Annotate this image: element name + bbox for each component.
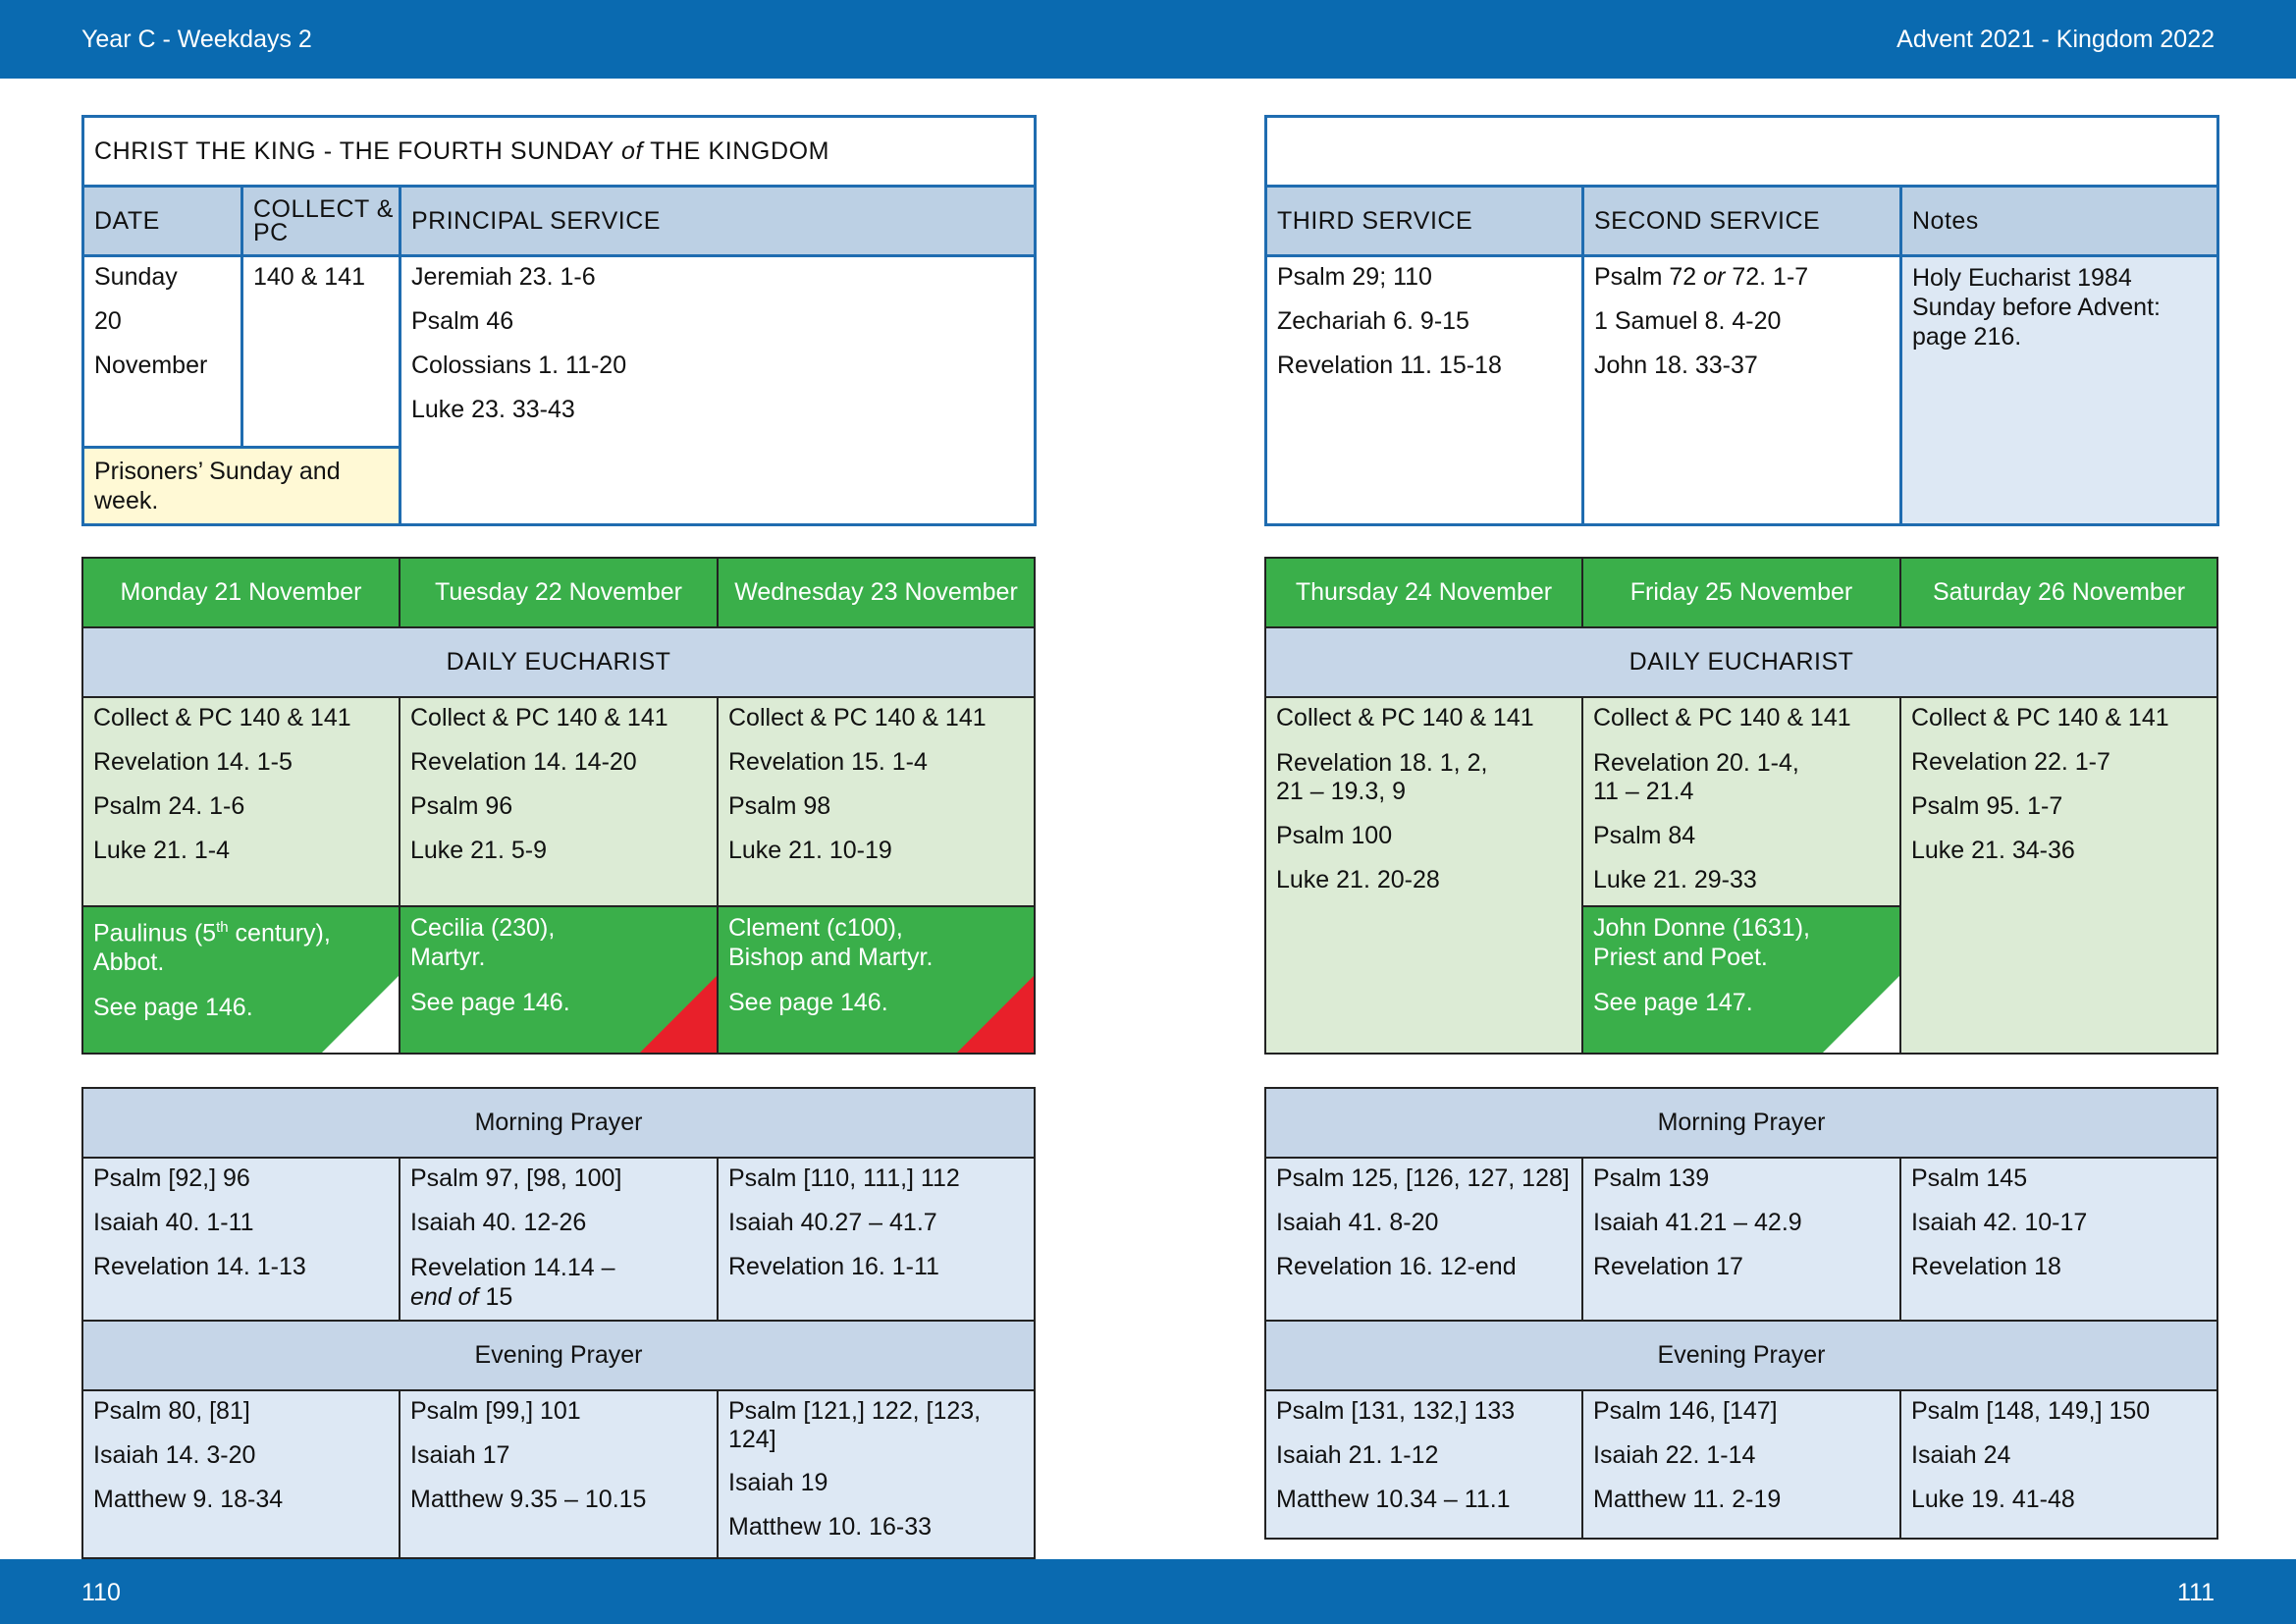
header-left-title: Year C - Weekdays 2 (81, 26, 312, 53)
empty-title-cell (1266, 117, 2218, 187)
eucharist-cell-friday (1582, 697, 1900, 906)
collect-line: Collect & PC 140 & 141 (1911, 704, 2169, 731)
ep-line: Isaiah 22. 1-14 (1593, 1441, 1756, 1469)
saint-title: Martyr. (410, 944, 486, 971)
eucharist-cell-wednesday (718, 697, 1035, 906)
mp-line: Isaiah 40.27 – 41.7 (728, 1209, 937, 1236)
color-corner-white (1823, 976, 1899, 1053)
reading-line: Psalm 24. 1-6 (93, 792, 245, 820)
date-number: 20 (94, 307, 122, 335)
weekday-eucharist-right (1264, 557, 2218, 1055)
evening-prayer-label: Evening Prayer (82, 1321, 1035, 1390)
morning-cell-tuesday (400, 1158, 718, 1321)
see-page-link: See page 146. (93, 994, 253, 1022)
sunday-title-of: of (620, 136, 644, 165)
daily-eucharist-label: DAILY EUCHARIST (1265, 627, 2217, 697)
mp-end-of: end of (410, 1283, 479, 1311)
header-bar (0, 0, 2296, 79)
reading-line: Luke 21. 5-9 (410, 837, 547, 864)
mp-line: Isaiah 40. 1-11 (93, 1209, 254, 1236)
mp-end-chapter: 15 (478, 1283, 513, 1311)
collect-line: Collect & PC 140 & 141 (1593, 704, 1851, 731)
office-table-left (81, 1087, 1036, 1559)
sunday-title-part: THE KINGDOM (643, 136, 830, 165)
ep-line: Isaiah 14. 3-20 (93, 1441, 256, 1469)
saint-name: John Donne (1631), (1593, 914, 1810, 942)
collect-line: Collect & PC 140 & 141 (410, 704, 668, 731)
principal-reading: Luke 23. 33-43 (411, 396, 575, 423)
mp-line: Psalm 97, [98, 100] (410, 1164, 622, 1192)
header-right-title: Advent 2021 - Kingdom 2022 (1896, 26, 2215, 53)
reading-line: Luke 21. 1-4 (93, 837, 230, 864)
third-service-header: THIRD SERVICE (1266, 187, 1583, 256)
morning-cell-wednesday (718, 1158, 1035, 1321)
date-cell (83, 256, 242, 448)
evening-cell-wednesday (718, 1390, 1035, 1558)
third-reading: Zechariah 6. 9-15 (1277, 307, 1469, 335)
page-number-right: 111 (2176, 1579, 2215, 1606)
collect-value: 140 & 141 (253, 263, 365, 291)
saint-name (93, 913, 389, 947)
saint-name-sup: th (216, 919, 229, 936)
day-header-wednesday: Wednesday 23 November (718, 558, 1035, 627)
sunday-table-right (1264, 115, 2219, 526)
sunday-title-part: CHRIST THE KING - THE FOURTH SUNDAY (94, 136, 621, 165)
saint-name-part: century), (228, 919, 331, 947)
evening-cell-saturday (1900, 1390, 2217, 1539)
day-header-friday: Friday 25 November (1582, 558, 1900, 627)
ep-line: Isaiah 19 (728, 1469, 828, 1496)
saint-cell-wednesday (718, 906, 1035, 1054)
ep-line: Matthew 10. 16-33 (728, 1513, 933, 1541)
ep-line: Luke 19. 41-48 (1911, 1486, 2075, 1513)
eucharist-cell-saturday (1900, 697, 2217, 1054)
evening-prayer-label: Evening Prayer (1265, 1321, 2217, 1390)
reading-line: Psalm 95. 1-7 (1911, 792, 2063, 820)
third-reading: Revelation 11. 15-18 (1277, 352, 1502, 379)
date-header: DATE (83, 187, 242, 256)
saint-cell-tuesday (400, 906, 718, 1054)
color-corner-red (640, 976, 717, 1053)
saint-title: Priest and Poet. (1593, 944, 1768, 971)
collect-cell (242, 256, 400, 448)
reading-line: Revelation 14. 1-5 (93, 748, 293, 776)
saint-cell-friday (1582, 906, 1900, 1054)
second-psalm-alt: 72. 1-7 (1725, 263, 1809, 291)
ep-line: Isaiah 21. 1-12 (1276, 1441, 1439, 1469)
eucharist-cell-monday (82, 697, 400, 906)
ep-line: Psalm 80, [81] (93, 1397, 250, 1425)
saint-title: Abbot. (93, 948, 165, 977)
see-page-link: See page 146. (728, 989, 888, 1016)
daily-eucharist-label: DAILY EUCHARIST (82, 627, 1035, 697)
reading-line: Luke 21. 29-33 (1593, 866, 1757, 893)
day-header-tuesday: Tuesday 22 November (400, 558, 718, 627)
reading-line: Luke 21. 34-36 (1911, 837, 2075, 864)
ep-line: Psalm [131, 132,] 133 (1276, 1397, 1516, 1425)
reading-line: 21 – 19.3, 9 (1276, 778, 1407, 805)
notes-cell: Holy Eucharist 1984 Sunday before Advent: page 216. (1901, 256, 2218, 525)
mp-line: Revelation 14.14 – (410, 1254, 615, 1281)
reading-line: Psalm 100 (1276, 822, 1393, 849)
eucharist-cell-tuesday (400, 697, 718, 906)
mp-line: Isaiah 40. 12-26 (410, 1209, 587, 1236)
ep-line: Matthew 9.35 – 10.15 (410, 1486, 647, 1513)
mp-line: Revelation 16. 1-11 (728, 1253, 939, 1280)
collect-header: COLLECT & PC (242, 187, 400, 256)
ep-line: Matthew 9. 18-34 (93, 1486, 284, 1513)
mp-line: Isaiah 41.21 – 42.9 (1593, 1209, 1802, 1236)
day-header-saturday: Saturday 26 November (1900, 558, 2217, 627)
reading-line: Revelation 18. 1, 2, (1276, 749, 1488, 777)
mp-line: Isaiah 42. 10-17 (1911, 1209, 2088, 1236)
reading-line: Luke 21. 20-28 (1276, 866, 1440, 893)
see-page-link: See page 146. (410, 989, 570, 1016)
sunday-table-left (81, 115, 1037, 526)
date-day: Sunday (94, 263, 178, 291)
prisoners-sunday-note: Prisoners’ Sunday and week. (83, 448, 400, 525)
evening-cell-thursday (1265, 1390, 1582, 1539)
mp-line: Isaiah 41. 8-20 (1276, 1209, 1439, 1236)
mp-line: Psalm 125, [126, 127, 128] (1276, 1164, 1570, 1192)
third-reading: Psalm 29; 110 (1277, 263, 1432, 291)
ep-line: Psalm 146, [147] (1593, 1397, 1778, 1425)
date-month: November (94, 352, 208, 379)
second-service-header: SECOND SERVICE (1583, 187, 1901, 256)
reading-line: Psalm 98 (728, 792, 831, 820)
morning-cell-friday (1582, 1158, 1900, 1321)
color-corner-white (322, 976, 399, 1053)
mp-line: Revelation 14. 1-13 (93, 1253, 306, 1280)
reading-line: Psalm 84 (1593, 822, 1696, 849)
principal-service-header: PRINCIPAL SERVICE (400, 187, 1036, 256)
second-reading (1594, 263, 1890, 293)
mp-line: Revelation 16. 12-end (1276, 1253, 1517, 1280)
office-table-right (1264, 1087, 2218, 1540)
principal-reading: Jeremiah 23. 1-6 (411, 263, 596, 291)
ep-line: Psalm [121,] 122, [123, 124] (728, 1397, 982, 1453)
principal-reading: Psalm 46 (411, 307, 514, 335)
morning-cell-saturday (1900, 1158, 2217, 1321)
ep-line: Isaiah 24 (1911, 1441, 2011, 1469)
third-service-cell (1266, 256, 1583, 525)
evening-cell-friday (1582, 1390, 1900, 1539)
second-reading: John 18. 33-37 (1594, 352, 1758, 379)
morning-prayer-label: Morning Prayer (1265, 1088, 2217, 1158)
mp-line: Psalm [92,] 96 (93, 1164, 250, 1192)
saint-name-part: Paulinus (5 (93, 919, 217, 947)
collect-line: Collect & PC 140 & 141 (1276, 704, 1534, 731)
reading-line: Luke 21. 10-19 (728, 837, 892, 864)
morning-cell-thursday (1265, 1158, 1582, 1321)
ep-line: Matthew 11. 2-19 (1593, 1486, 1782, 1513)
page-number-left: 110 (81, 1579, 121, 1606)
reading-line: 11 – 21.4 (1593, 778, 1694, 805)
collect-line: Collect & PC 140 & 141 (728, 704, 987, 731)
saint-name: Clement (c100), (728, 914, 903, 942)
collect-line: Collect & PC 140 & 141 (93, 704, 351, 731)
mp-line: Psalm 145 (1911, 1164, 2028, 1192)
see-page-link: See page 147. (1593, 989, 1753, 1016)
saint-name: Cecilia (230), (410, 914, 556, 942)
second-psalm: Psalm 72 (1594, 263, 1704, 291)
ep-line: Isaiah 17 (410, 1441, 510, 1469)
mp-line: Revelation 18 (1911, 1253, 2061, 1280)
color-corner-red (957, 976, 1034, 1053)
reading-line: Revelation 22. 1-7 (1911, 748, 2110, 776)
saint-cell-monday (82, 906, 400, 1054)
saint-title: Bishop and Martyr. (728, 944, 934, 971)
ep-line: Matthew 10.34 – 11.1 (1276, 1486, 1511, 1513)
evening-cell-monday (82, 1390, 400, 1558)
evening-cell-tuesday (400, 1390, 718, 1558)
morning-cell-monday (82, 1158, 400, 1321)
mp-line: Psalm [110, 111,] 112 (728, 1164, 960, 1192)
second-service-cell (1583, 256, 1901, 525)
principal-reading: Colossians 1. 11-20 (411, 352, 627, 379)
notes-header: Notes (1901, 187, 2218, 256)
principal-service-cell (400, 256, 1036, 525)
mp-line: Psalm 139 (1593, 1164, 1710, 1192)
sunday-title (83, 117, 1036, 187)
weekday-eucharist-left (81, 557, 1036, 1055)
second-reading: 1 Samuel 8. 4-20 (1594, 307, 1782, 335)
eucharist-cell-thursday (1265, 697, 1582, 1054)
mp-line: Revelation 17 (1593, 1253, 1743, 1280)
reading-line: Revelation 14. 14-20 (410, 748, 637, 776)
ep-line: Psalm [99,] 101 (410, 1397, 581, 1425)
morning-prayer-label: Morning Prayer (82, 1088, 1035, 1158)
ep-line: Psalm [148, 149,] 150 (1911, 1397, 2151, 1425)
reading-line: Psalm 96 (410, 792, 513, 820)
day-header-monday: Monday 21 November (82, 558, 400, 627)
reading-line: Revelation 20. 1-4, (1593, 749, 1799, 777)
mp-line (410, 1282, 707, 1312)
day-header-thursday: Thursday 24 November (1265, 558, 1582, 627)
reading-line: Revelation 15. 1-4 (728, 748, 928, 776)
footer-bar (0, 1559, 2296, 1624)
second-or: or (1703, 263, 1726, 291)
